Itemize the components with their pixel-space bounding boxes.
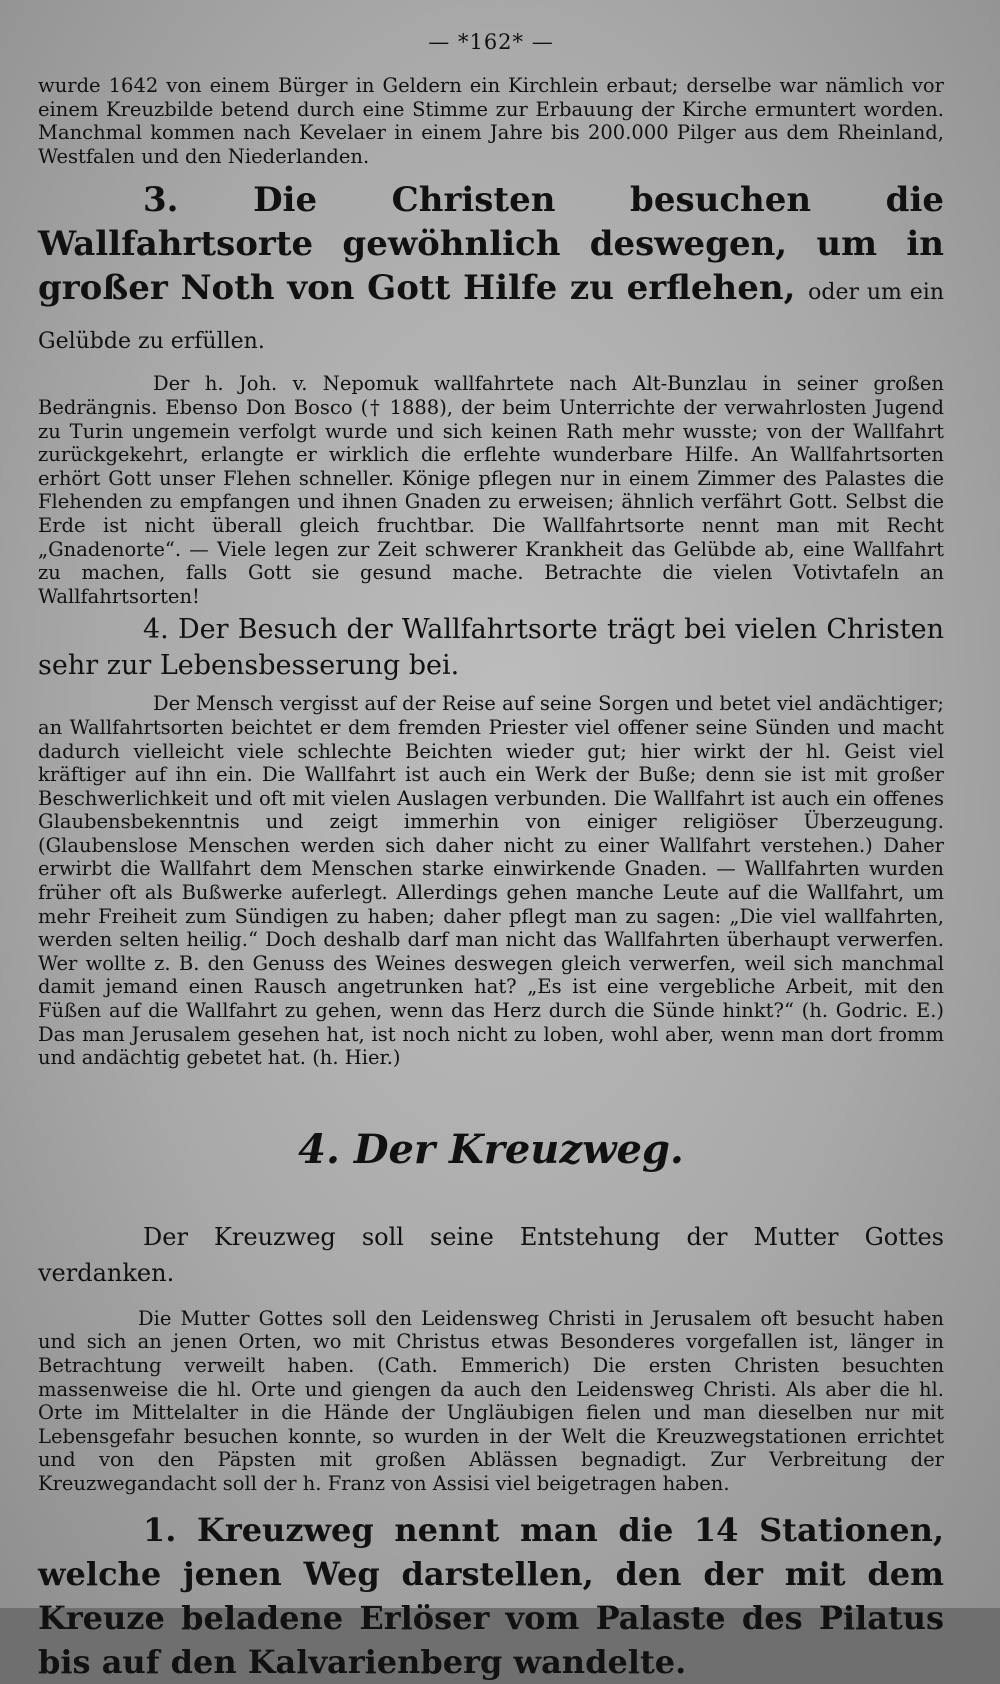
intro-kreuzweg [38, 1219, 944, 1291]
heading-point-3-bold: 3. Die Christen besuchen die Wallfahrtsorte gewöhnlich deswegen, um in großer Noth von Gott Hilfe zu erflehen, [38, 180, 944, 309]
heading-kreuzweg-point-1-text: 1. Kreuzweg nennt man die 14 Stationen, welche jenen Weg darstellen, den der mit dem Kreuze beladene Erlöser vom Palaste des Pilatus bis auf den Kalvarienberg wandelte. [38, 1510, 944, 1681]
paragraph-gnadenorte: Der h. Joh. v. Nepomuk wallfahrtete nach Alt-Bunzlau in seiner großen Bedrängnis. Ebenso Don Bosco († 1888), der beim Unterrichte der verwahrlosten Jugend zu Turin ungemein verfolgt wurde und sich keinen Rath mehr wusste; von der Wallfahrt zurückgekehrt, erlangte er wirklich die erflehte wunderbare Hilfe. An Wallfahrtsorten erhört Gott unser Flehen schneller. Könige pflegen nur in einem Zimmer des Palastes die Flehenden zu empfangen und ihnen Gnaden zu erweisen; ähnlich verfährt Gott. Selbst die Erde ist nicht überall gleich fruchtbar. Die Wallfahrtsorte nennt man mit Recht „Gnadenorte“. — Viele legen zur Zeit schwerer Krankheit das Gelübde ab, eine Wallfahrt zu machen, falls Gott sie gesund mache. Betrachte die vielen Votivtafeln an Wallfahrtsorten! [38, 372, 944, 608]
section-title-kreuzweg: 4. Der Kreuzweg. [298, 1125, 684, 1173]
paragraph-mutter-gottes: Die Mutter Gottes soll den Leidensweg Christi in Jerusalem oft besucht haben und sich an jenen Orten, wo mit Christus etwas Besonderes vorgefallen ist, länger in Betrachtung verweilt haben. (Cath. Emmerich) Die ersten Christen besuchten massenweise die hl. Orte und giengen da auch den Leidensweg Christi. Als aber die hl. Orte im Mittelalter in die Hände der Ungläubigen fielen und man dieselben nur mit Lebensgefahr besuchen konnte, so wurden in der Welt die Kreuzwegstationen errichtet und von den Päpsten mit großen Ablässen begnadigt. Zur Verbreitung der Kreuzwegandacht soll der h. Franz von Assisi viel beigetragen haben. [38, 1306, 944, 1495]
heading-point-3-rest: oder um ein Gelübde zu erfüllen. [38, 280, 944, 355]
paragraph-kevelaer: wurde 1642 von einem Bürger in Geldern ein Kirchlein erbaut; derselbe war nämlich vor einem Kreuzbilde betend durch eine Stimme zur Erbauung der Kirche ermuntert worden. Manchmal kommen nach Kevelaer in einem Jahre bis 200.000 Pilger aus dem Rheinland, Westfalen und den Niederlanden. [38, 74, 944, 168]
paragraph-lebensbesserung: Der Mensch vergisst auf der Reise auf seine Sorgen und betet viel andächtiger; an Wallfahrtsorten beichtet er dem fremden Priester viel offener seine Sünden und macht dadurch vielleicht viele schlechte Beichten wieder gut; hier wirkt der hl. Geist viel kräftiger auf ihn ein. Die Wallfahrt ist auch ein Werk der Buße; denn sie ist mit großer Beschwerlichkeit und oft mit vielen Auslagen verbunden. Die Wallfahrt ist auch ein offenes Glaubensbekenntnis und zeigt immerhin von einiger religiöser Überzeugung. (Glaubenslose Menschen werden sich daher nicht zu einer Wallfahrt verstehen.) Daher erwirbt die Wallfahrt dem Menschen starke einwirkende Gnaden. — Wallfahrten wurden früher oft als Bußwerke auferlegt. Allerdings gehen manche Leute auf die Wallfahrt, um mehr Freiheit zum Sündigen zu haben; daher pflegt man zu sagen: „Die viel wallfahrten, werden selten heilig.“ Doch deshalb darf man nicht das Wallfahrten überhaupt verwerfen. Wer wollte z. B. den Genuss des Weines deswegen gleich verwerfen, weil sich manchmal damit jemand einen Rausch angetrunken hat? „Es ist eine vergebliche Arbeit, mit den Füßen auf die Wallfahrt zu gehen, wenn das Herz durch die Sünde hinkt?“ (h. Godric. E.) Das man Jerusalem gesehen hat, ist noch nicht zu loben, wohl aber, wenn man dort fromm und andächtig gebetet hat. (h. Hier.) [38, 692, 944, 1070]
heading-point-4-text: 4. Der Besuch der Wallfahrtsorte trägt bei vielen Christen sehr zur Lebensbesserung bei. [38, 614, 944, 682]
heading-kreuzweg-point-1 [38, 1508, 944, 1684]
heading-point-4 [38, 612, 944, 684]
intro-kreuzweg-text: Der Kreuzweg soll seine Entstehung der Mutter Gottes verdanken. [38, 1222, 944, 1287]
page-number: — *162* — [428, 30, 554, 54]
heading-point-3 [38, 178, 944, 364]
